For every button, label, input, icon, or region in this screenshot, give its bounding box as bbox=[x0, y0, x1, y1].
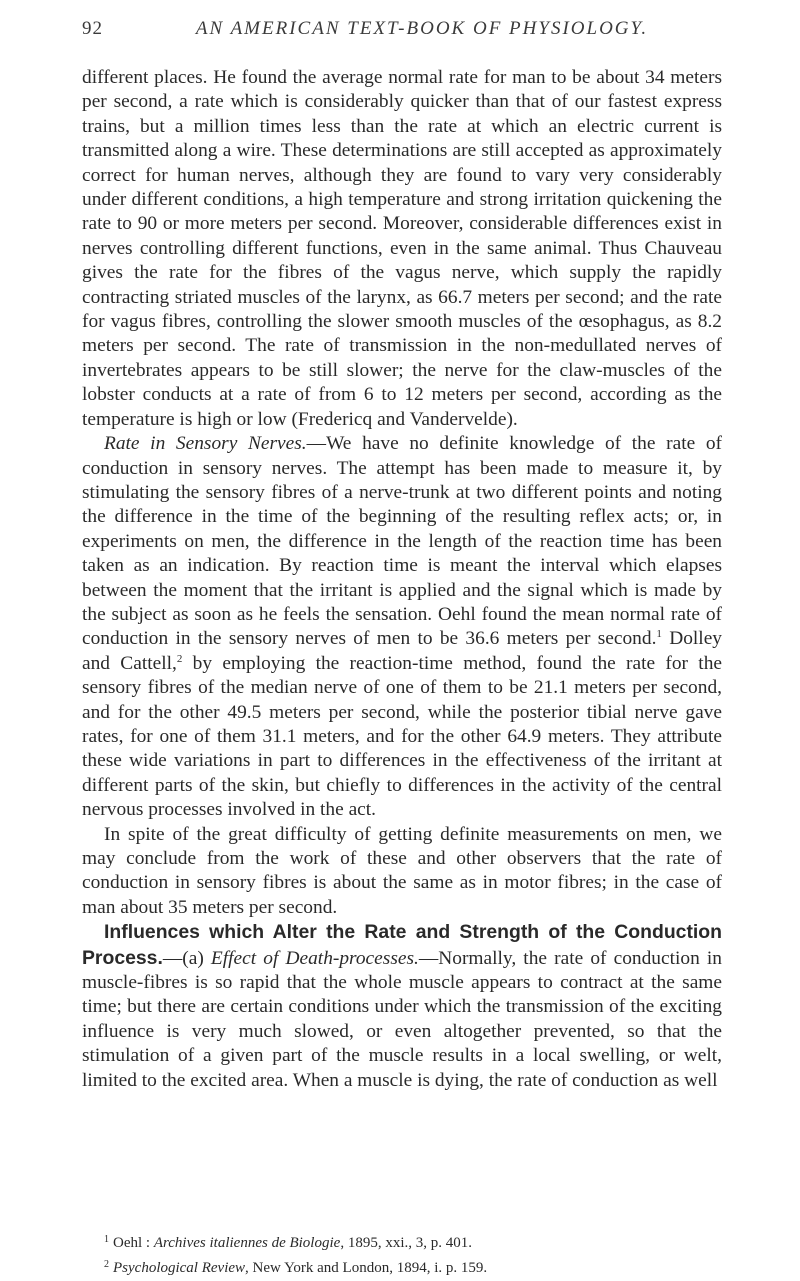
paragraph-text: Dolley and Cattell, bbox=[82, 628, 723, 674]
running-title: AN AMERICAN TEXT-BOOK OF PHYSIOLOGY. bbox=[195, 18, 649, 39]
footnote-text: , 1895, xxi., 3, p. 401. bbox=[340, 1235, 472, 1251]
footnote-ref-2[interactable]: 2 bbox=[176, 652, 183, 665]
page-number: 92 bbox=[82, 18, 103, 39]
paragraph-text: by employing the reaction-time method, found the rate for the sensory fibres of the median nerve of one of them to be 21.1 meters per second, and for the other 49.5 meters per second, while the posterior tibial nerve gave rates, for one of them 31.1 meters, and for the other 64.9 meters. They attribute these wide variations in part to differences in the effectiveness of the irritant at different parts of the skin, but chiefly to differences in the activity of the central nervous processes involved in the act. bbox=[82, 652, 723, 821]
footnote-source: Archives italiennes de Biologie bbox=[153, 1235, 341, 1251]
footnote-1 bbox=[104, 1229, 722, 1254]
paragraph-influences bbox=[82, 920, 722, 1093]
footnote-2 bbox=[104, 1254, 722, 1279]
paragraph-motor-rates: different places. He found the average normal rate for man to be about 34 meters per second, a rate which is considerably quicker than that of our fastest express trains, but a million times less than the rate at which an electric current is transmitted along a wire. These determinations are still accepted as approximately correct for human nerves, although they are found to vary very considerably under different conditions, a high temperature and strong irritation quickening the rate to 90 or more meters per second. Moreover, considerable differences exist in nerves controlling different functions, even in the same animal. Thus Chauveau gives the rate for the fibres of the vagus nerve, which supply the rapidly contracting striated muscles of the larynx, as 66.7 meters per second; and the rate for vagus fibres, controlling the slower smooth muscles of the œsophagus, as 8.2 meters per second. The rate of transmission in the non-medullated nerves of invertebrates appears to be still slower; the nerve for the claw-muscles of the lobster conducts at a rate of from 6 to 12 meters per second, according as the temperature is high or low (Fredericq and Vandervelde). bbox=[82, 67, 722, 430]
page-header bbox=[82, 14, 722, 44]
section-heading-influences: Influences which Alter the Rate and Strength of the Conduction Process. bbox=[82, 921, 722, 969]
footnote-mark: 2 bbox=[104, 1259, 109, 1270]
section-label-sensory: Rate in Sensory Nerves. bbox=[104, 433, 307, 455]
body-text bbox=[82, 66, 722, 1093]
footnotes bbox=[82, 1229, 722, 1279]
footnote-ref-1[interactable]: 1 bbox=[656, 628, 662, 641]
paragraph-text: —We have no definite knowledge of the rate of conduction in sensory nerves. The attempt has been made to measure it, by stimulating the sensory fibres of a nerve-trunk at two different points and noting the difference in the time of the beginning of the resulting reflex acts; or, in experiments on men, the difference in the length of the reaction time has been taken as an indication. By reaction time is meant the interval which elapses between the moment that the irritant is applied and the signal which is made by the subject as soon as he feels the sensation. Oehl found the mean normal rate of conduction in the sensory nerves of men to be 36.6 meters per second. bbox=[82, 433, 722, 650]
paragraph-conclusion: In spite of the great difficulty of getting definite measurements on men, we may conclude from the work of these and other observers that the rate of conduction in sensory fibres is about the same as in motor fibres; in the case of man about 35 meters per second. bbox=[82, 823, 722, 918]
paragraph-sensory-nerves bbox=[82, 432, 722, 823]
paragraph-text: —(a) bbox=[162, 947, 211, 969]
paragraph-text: —Normally, the rate of conduction in muscle-fibres is so rapid that the whole muscle appears to contract at the same time; but there are certain conditions under which the transmission of the exciting influence is very much slowed, or even altogether prevented, so that the stimulation of a given part of the muscle results in a local swelling, or welt, limited to the excited area. When a muscle is dying, the rate of conduction as well bbox=[82, 947, 722, 1091]
footnote-mark: 1 bbox=[104, 1234, 109, 1245]
footnote-source: Psychological Review bbox=[113, 1260, 246, 1276]
footnote-text: Oehl : bbox=[113, 1235, 154, 1251]
subsection-label-death: Effect of Death-processes. bbox=[210, 947, 419, 969]
footnote-text: , New York and London, 1894, i. p. 159. bbox=[245, 1260, 488, 1276]
